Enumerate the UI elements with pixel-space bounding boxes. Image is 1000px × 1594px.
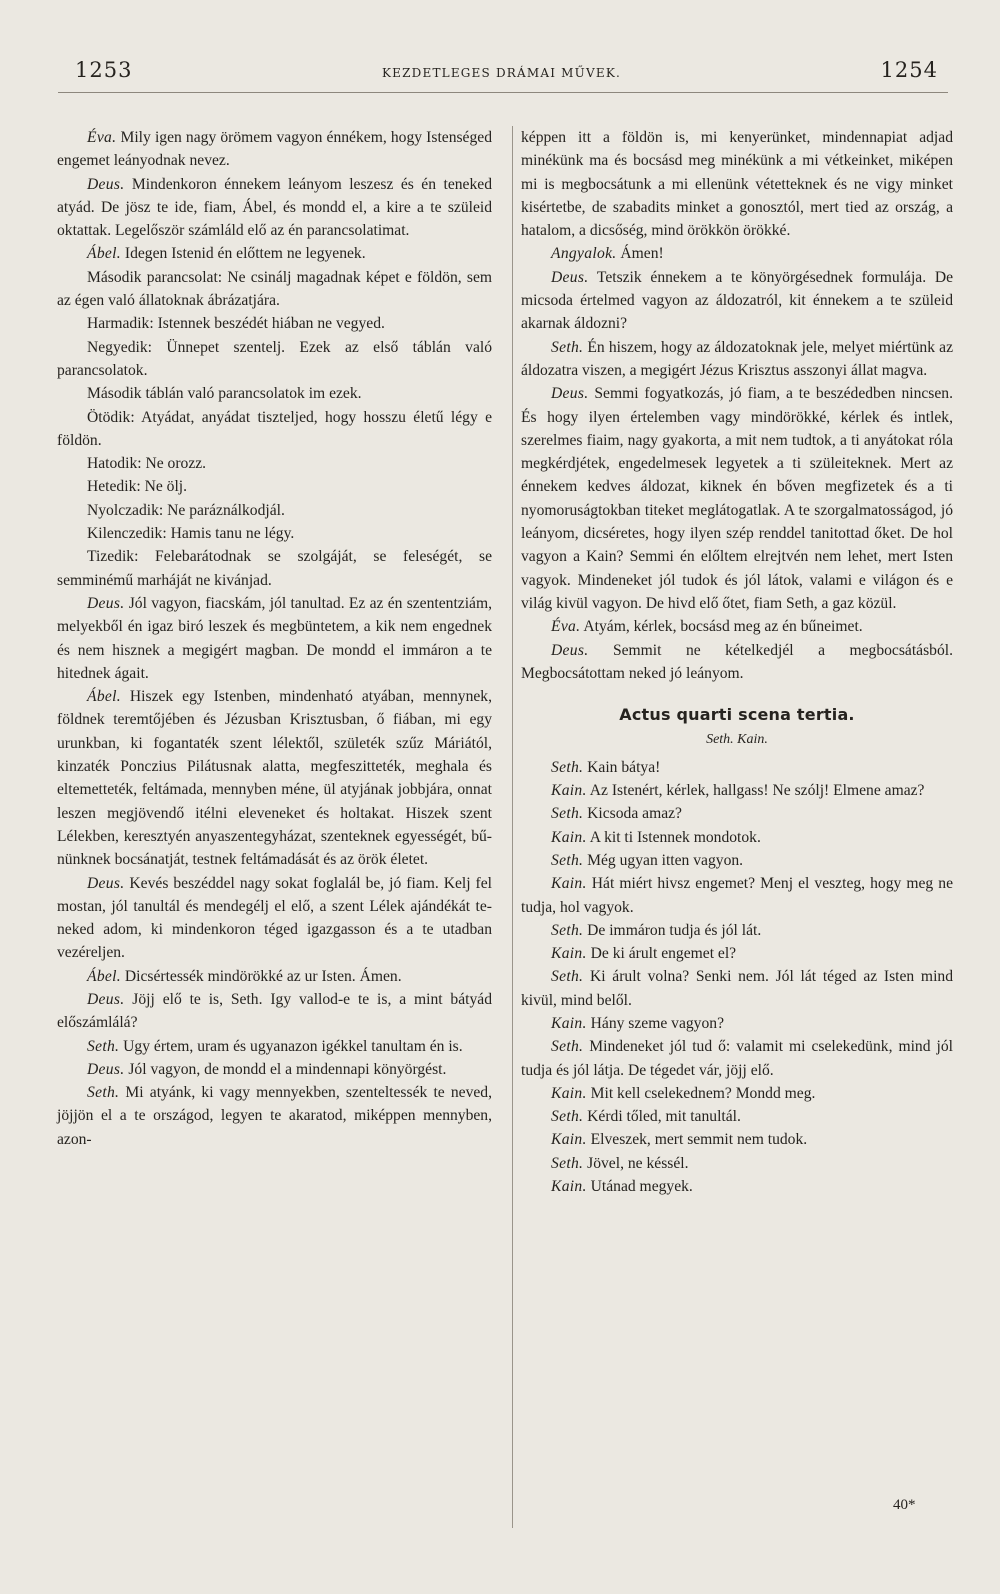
dialogue-paragraph [57,1081,492,1151]
dialogue-text: Nyolczadik: Ne paráználkodjál. [87,501,285,519]
dialogue-paragraph [521,1152,953,1175]
dialogue-paragraph [521,1035,953,1082]
dialogue-paragraph [57,173,492,243]
speaker-name: Kain. [551,875,587,893]
right-column-top [521,126,953,685]
speaker-name: Ábel. [87,245,121,263]
scene-heading: Actus quarti scena tertia. [619,705,855,725]
dialogue-text: Második táblán való parancsolatok im ezek. [87,385,362,403]
dialogue-paragraph [57,545,492,592]
dialogue-paragraph [57,685,492,871]
dialogue-paragraph [57,126,492,173]
dialogue-text: Ötödik: Atyádat, anyádat tiszteljed, hogy hosszu életű légy e földön. [57,408,492,449]
dialogue-text: Ámen! [616,245,664,263]
dialogue-paragraph [521,126,953,242]
dialogue-text: Mindenkoron énnekem leányom leszesz és én teneked atyád. De jösz te ide, fiam, Ábel, és mondd el, a kire a te szüleid oktattak. Legelőször számláld elő az én parancsolatimat. [57,175,492,240]
dialogue-paragraph [57,988,492,1035]
right-page-number: 1254 [880,58,938,82]
dialogue-text: Kicsoda amaz? [583,805,682,823]
speaker-name: Kain. [551,828,587,846]
dialogue-paragraph [57,1035,492,1058]
dialogue-paragraph [521,919,953,942]
speaker-name: Deus. [87,990,125,1008]
speaker-name: Seth. [551,338,584,356]
speaker-name: Kain. [551,1131,587,1149]
dialogue-text: De ki árult engemet el? [586,945,737,963]
dialogue-paragraph [521,802,953,825]
dialogue-text: Jól vagyon, de mondd el a mindennapi könyörgést. [124,1060,447,1078]
dialogue-text: Negyedik: Ünnepet szentelj. Ezek az első táblán való parancsolatok. [57,338,492,379]
speaker-name: Seth. [551,1154,584,1172]
speaker-name: Deus. [551,385,589,403]
speaker-name: Angyalok. [551,245,617,263]
dialogue-paragraph [521,779,953,802]
speaker-name: Kain. [551,782,587,800]
dialogue-text: A kit ti Istennek mondotok. [586,828,761,846]
dialogue-text: Kilenczedik: Hamis tanu ne légy. [87,525,295,543]
dialogue-text: Hatodik: Ne orozz. [87,455,207,473]
dialogue-text: Semmit ne kételkedjél a megbocsátásból. Megbocsátottam neked jó leányom. [521,641,953,682]
dialogue-paragraph [521,849,953,872]
dialogue-paragraph [521,942,953,965]
speaker-name: Deus. [87,594,125,612]
dialogue-paragraph [57,1058,492,1081]
dialogue-text: képpen itt a földön is, mi kenyerünket, mindennapiat adjad minékünk ma és bocsásd meg minékünk a mi vétkeinket, miképen mi is megbocsátunk a mi ellenünk vétetteknek és ne vigy minket kisértetbe, de szabadits minket a gonosztól, mert tied az ország, a hatalom, a dicsőség, mind örökkön örökké. [521,129,953,240]
dialogue-paragraph [57,965,492,988]
page-header [55,58,948,88]
dialogue-paragraph [57,522,492,545]
speaker-name: Deus. [87,175,125,193]
dialogue-paragraph [521,826,953,849]
speaker-name: Seth. [551,851,584,869]
speaker-name: Seth. [551,1038,584,1056]
speaker-name: Seth. [87,1037,120,1055]
speaker-name: Ábel. [87,688,121,706]
dialogue-text: De immáron tudja és jól lát. [583,921,762,939]
dialogue-paragraph [521,1105,953,1128]
speaker-name: Kain. [551,945,587,963]
dialogue-paragraph [521,382,953,615]
column-divider [512,126,513,1528]
dialogue-paragraph [57,382,492,405]
speaker-name: Seth. [551,921,584,939]
dialogue-text: Jövel, ne késsél. [583,1154,689,1172]
dialogue-text: Kérdi tőled, mit tanultál. [583,1108,741,1126]
dialogue-text: Mindeneket jól tud ő: valamit mi cselekedünk, mind jól tudja és jól látja. De tégedet vár, jöjj elő. [521,1038,953,1079]
speaker-name: Seth. [87,1084,120,1102]
dialogue-paragraph [521,1175,953,1198]
speaker-name: Deus. [87,874,125,892]
dialogue-text: Harmadik: Istennek beszédét hiában ne vegyed. [87,315,385,333]
running-title: KEZDETLEGES DRÁMAI MŰVEK. [382,66,621,80]
left-page-number: 1253 [75,58,133,82]
speaker-name: Kain. [551,1014,587,1032]
speaker-name: Éva. [87,129,117,146]
right-column-bottom [521,756,953,1199]
speaker-name: Seth. [551,968,584,986]
dialogue-text: Mily igen nagy örömem vagyon énnékem, hogy Istenséged engemet leányodnak nevez. [57,129,492,170]
dialogue-paragraph [521,965,953,1012]
dialogue-paragraph [57,592,492,685]
dialogue-text: Kain bátya! [583,758,661,776]
speaker-name: Deus. [551,268,589,286]
dialogue-paragraph [521,1082,953,1105]
dialogue-text: Jól vagyon, fiacskám, jól tanultad. Ez az én szententziám, melyekből én igaz biró leszek és megbüntetem, a kik nem engednek és nem hisznek a megigért magban. De mondd el immáron a te hitednek ágait. [57,594,492,682]
signature-mark: 40* [893,1497,916,1513]
dialogue-text: Tetszik énnekem a te könyörgésednek formulája. De micsoda értelmed vagyon az áldozatról, kit énnekem a te szüleid akarnak áldozni? [521,268,953,333]
speaker-name: Deus. [551,641,589,659]
header-rule [58,92,948,93]
left-column [57,126,492,1151]
right-column [521,126,953,1198]
dialogue-text: Az Istenért, kérlek, hallgass! Ne szólj! Elmene amaz? [586,782,925,800]
dialogue-paragraph [521,615,953,638]
dialogue-text: Mi atyánk, ki vagy mennyekben, szenteltessék te neved, jöjjön el a te országod, legyen te akaratod, miképpen mennyben, azon- [57,1084,492,1148]
speaker-name: Seth. [551,758,584,776]
scene-characters: Seth. Kain. [706,732,768,748]
dialogue-paragraph [521,242,953,265]
speaker-name: Deus. [87,1060,125,1078]
dialogue-paragraph [521,336,953,383]
dialogue-text: Hány szeme vagyon? [586,1014,724,1032]
speaker-name: Kain. [551,1084,587,1102]
dialogue-paragraph [57,266,492,313]
dialogue-paragraph [57,242,492,265]
dialogue-paragraph [57,452,492,475]
dialogue-paragraph [57,872,492,965]
dialogue-text: Atyám, kérlek, bocsásd meg az én bűneimet. [580,618,863,636]
dialogue-text: Mit kell cselekednem? Mondd meg. [586,1084,816,1102]
dialogue-text: Semmi fogyatkozás, jó fiam, a te beszédedben nincsen. És hogy ilyen értelemben vagy mindörökké, kérlek és intlek, szerelmes fiaim, nagy gyakorta, a mit nem tudtok, a ti anyátokat róla megkérdjétek, engedelmesek legyetek a ti szüleiteknek. Mert az énnekem kedves áldozat, kiknek én bőven megfizetek és a ti nyomoruságtokban titeket meglátogatlak. A te szorgalmatosságod, jó leányom, dicséretes, hogy ilyen szép renddel tanitottad őket. De hol vagyon a Kain? Semmi én előltem elrejtvén nem lehet, mert Isten vagyok. Mindeneket jól tudok és jól látok, valami e világon és e világ kivül vagyon. De hivd elő őtet, fiam Seth, a gaz közül. [521,385,953,612]
dialogue-text: Elveszek, mert semmit nem tudok. [586,1131,808,1149]
dialogue-paragraph [57,475,492,498]
dialogue-paragraph [57,406,492,453]
dialogue-text: Jöjj elő te is, Seth. Igy vallod-e te is, a mint bátyád előszámlálá? [57,990,492,1032]
dialogue-text: Hetedik: Ne ölj. [87,478,188,496]
dialogue-text: Én hiszem, hogy az áldozatoknak jele, melyet miértünk az áldozatra viszen, a megigért Jézus Krisztus asszonyi állat magva. [521,338,953,379]
dialogue-paragraph [521,1128,953,1151]
dialogue-paragraph [57,499,492,522]
dialogue-text: Hiszek egy Istenben, mindenható atyában, mennynek, földnek teremtőjében és Jézusban Krisztusban, ő fiában, mi egy urunkban, ki fogantaték szent lélektől, születék szűz Máriától, kinzaték Ponczius Pilátusnak alatta, megfeszitteték, meghala és eltemetteték, feltámada, mennyben méne, ül atyjának jobbjára, onnat leszen megjövendő itélni eleveneket és holtakat. Hiszek szent Lélekben, keresztyén anyaszentegyházat, szenteknek egyességét, bűnünknek bocsánatját, testnek feltámadását és az örök életet. [57,688,492,869]
dialogue-text: Dicsértessék mindörökké az ur Isten. Ámen. [120,967,402,985]
dialogue-text: Idegen Istenid én előttem ne legyenek. [120,245,366,263]
speaker-name: Seth. [551,1108,584,1126]
speaker-name: Ábel. [87,967,121,985]
dialogue-text: Ki árult volna? Senki nem. Jól lát téged az Isten mind kivül, mind belől. [521,968,953,1009]
dialogue-text: Második parancsolat: Ne csinálj magadnak képet e földön, sem az égen való állatoknak ábrázatjára. [57,268,492,310]
dialogue-text: Ugy értem, uram és ugyanazon igékkel tanultam én is. [119,1037,463,1055]
dialogue-paragraph [57,312,492,335]
dialogue-paragraph [521,872,953,919]
dialogue-text: Még ugyan itten vagyon. [583,851,744,869]
dialogue-text: Utánad megyek. [586,1178,693,1196]
dialogue-paragraph [521,756,953,779]
dialogue-text: Tizedik: Felebarátodnak se szolgáját, se feleségét, se semminémű marháját ne kivánjad. [57,548,492,589]
speaker-name: Éva. [551,618,581,636]
dialogue-paragraph [521,266,953,336]
dialogue-paragraph [521,1012,953,1035]
dialogue-text: Kevés beszéddel nagy sokat foglalál be, jó fiam. Kelj fel mostan, jól tanultál és mendegélj el elő, a szent Lélek ajándékát teneked adom, ki mindenkoron téged igazgasson és a te utadban vezéreljen. [57,874,492,962]
dialogue-paragraph [57,336,492,383]
dialogue-paragraph [521,639,953,686]
speaker-name: Seth. [551,805,584,823]
dialogue-text: Hát miért hivsz engemet? Menj el veszteg, hogy meg ne tudja, hol vagyok. [521,875,953,916]
speaker-name: Kain. [551,1178,587,1196]
